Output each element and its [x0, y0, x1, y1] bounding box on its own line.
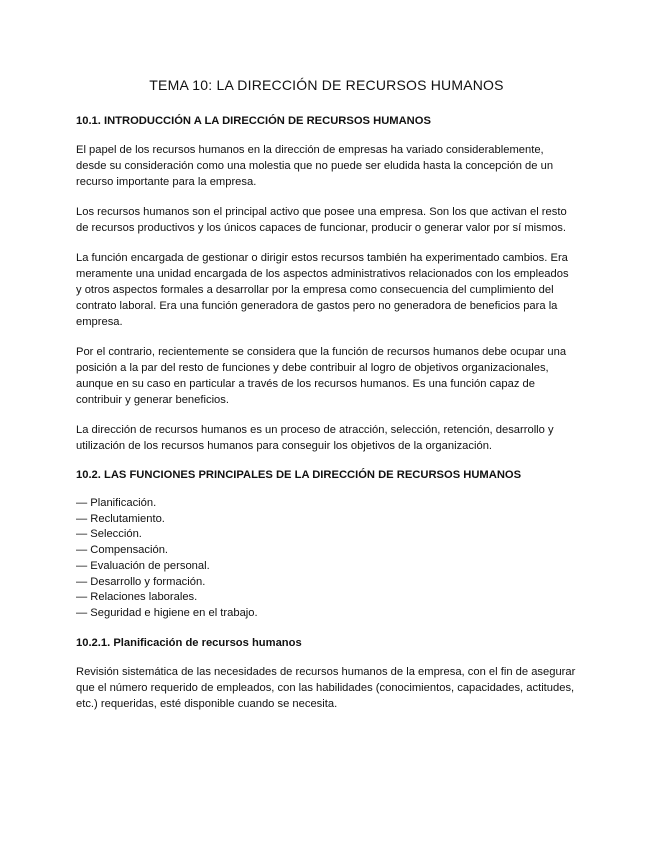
list-item: — Reclutamiento.	[76, 512, 165, 525]
section-heading-introduction: 10.1. INTRODUCCIÓN A LA DIRECCIÓN DE RECURSOS HUMANOS	[76, 115, 431, 127]
section-heading-functions: 10.2. LAS FUNCIONES PRINCIPALES DE LA DIRECCIÓN DE RECURSOS HUMANOS	[76, 469, 522, 481]
list-item: — Compensación.	[76, 544, 169, 557]
paragraph: El papel de los recursos humanos en la dirección de empresas ha variado considerablemente, desde su consideración como una molestia que no puede ser eludida hasta la concepción de un recurso importante para la empresa.	[76, 144, 554, 188]
list-item: — Seguridad e higiene en el trabajo.	[76, 606, 258, 619]
list-item: — Selección.	[76, 528, 142, 541]
paragraph: Revisión sistemática de las necesidades de recursos humanos de la empresa, con el fin de asegurar que el número requerido de empleados, con las habilidades (conocimientos, capacidades, actitudes, etc.) requeridas, esté disponible cuando se necesita.	[76, 665, 576, 710]
list-item: — Desarrollo y formación.	[76, 575, 206, 588]
paragraph: Los recursos humanos son el principal activo que posee una empresa. Son los que activan el resto de recursos productivos y los únicos capaces de funcionar, producir o generar valor por sí mismos.	[76, 206, 567, 234]
document-title: TEMA 10: LA DIRECCIÓN DE RECURSOS HUMANOS	[149, 77, 504, 93]
paragraph: Por el contrario, recientemente se considera que la función de recursos humanos debe ocupar una posición a la par del resto de funciones y debe contribuir al logro de objetivos organizacionales, aunque en su caso en particular a través de los recursos humanos. Es una función capaz de contribuir y generar beneficios.	[76, 346, 567, 406]
subsection-heading-planning: 10.2.1. Planificación de recursos humanos	[76, 636, 302, 649]
paragraph: La dirección de recursos humanos es un proceso de atracción, selección, retención, desarrollo y utilización de los recursos humanos para conseguir los objetivos de la organización.	[76, 424, 554, 452]
paragraph: La función encargada de gestionar o dirigir estos recursos también ha experimentado cambios. Era meramente una unidad encargada de los aspectos administrativos relacionados con los empleados y otros aspectos formales a desarrollar por la empresa como consecuencia del cumplimiento del contrato laboral. Era una función generadora de gastos pero no generadora de beneficios para la empresa.	[76, 252, 569, 328]
list-item: — Relaciones laborales.	[76, 591, 198, 604]
functions-list	[76, 496, 577, 622]
list-item: — Evaluación de personal.	[76, 559, 210, 572]
list-item: — Planificación.	[76, 497, 157, 509]
